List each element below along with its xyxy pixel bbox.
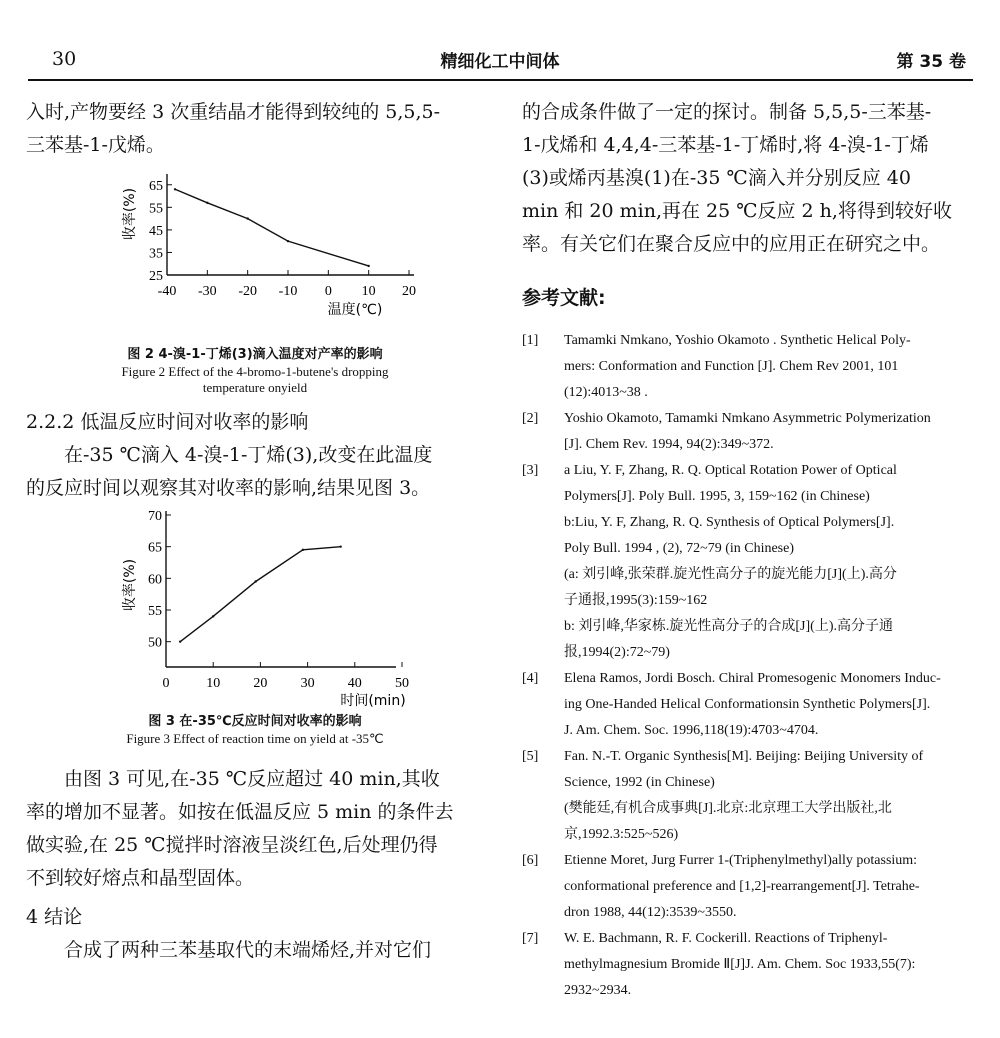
conclusion-continued — [522, 96, 977, 261]
reference-line: methylmagnesium Bromide Ⅱ[J]J. Am. Chem. Soc 1933,55(7): — [564, 957, 916, 972]
volume-label: 第 35 卷 — [896, 52, 966, 72]
text-line: 的合成条件做了一定的探讨。制备 5,5,5-三苯基- — [522, 101, 932, 123]
reference-item — [522, 666, 977, 744]
data-point — [302, 549, 304, 551]
y-axis-label: 收率(%) — [122, 187, 138, 241]
figure-2-chart — [26, 162, 484, 346]
reference-item — [522, 328, 977, 406]
text-line: 入时,产物要经 3 次重结晶才能得到较纯的 5,5,5- — [26, 101, 441, 123]
text-line: 在-35 ℃滴入 4-溴-1-丁烯(3),改变在此温度 — [64, 444, 433, 466]
data-point — [254, 580, 256, 582]
y-tick-label: 45 — [149, 223, 163, 239]
reference-line: Polymers[J]. Poly Bull. 1995, 3, 159~162 (in Chinese) — [564, 489, 870, 504]
figure-2-caption-en — [26, 364, 484, 396]
reference-line: dron 1988, 44(12):3539~3550. — [564, 905, 737, 920]
y-tick-label: 70 — [148, 509, 162, 524]
text-line: 1-戊烯和 4,4,4-三苯基-1-丁烯时,将 4-溴-1-丁烯 — [522, 134, 929, 156]
reference-line: a Liu, Y. F, Zhang, R. Q. Optical Rotation Power of Optical — [564, 463, 897, 478]
reference-line: b:Liu, Y. F, Zhang, R. Q. Synthesis of Optical Polymers[J]. — [564, 515, 895, 530]
x-tick-label: 10 — [361, 284, 376, 299]
reference-line: Poly Bull. 1994 , (2), 72~79 (in Chinese) — [564, 541, 795, 556]
x-tick-label: 50 — [395, 676, 409, 691]
x-tick-label: 30 — [300, 676, 315, 691]
series-line — [175, 189, 369, 266]
reference-line: Tamamki Nmkano, Yoshio Okamoto . Synthetic Helical Poly- — [564, 333, 911, 348]
x-tick-label: -10 — [278, 284, 298, 299]
text-line: 不到较好熔点和晶型固体。 — [26, 867, 255, 889]
reference-number: [3] — [522, 463, 539, 478]
paragraph-2-2-2 — [26, 439, 484, 505]
x-tick-label: -20 — [238, 284, 258, 299]
y-tick-label: 25 — [149, 269, 163, 284]
x-tick-label: 20 — [402, 284, 416, 299]
reference-line: Science, 1992 (in Chinese) — [564, 775, 715, 790]
reference-item — [522, 458, 977, 666]
caption-line: Figure 2 Effect of the 4-bromo-1-butene's dropping — [121, 364, 389, 379]
paragraph-figure-3-discussion — [26, 763, 484, 895]
reference-item — [522, 406, 977, 458]
series-line — [180, 547, 340, 642]
reference-line: Fan. N.-T. Organic Synthesis[M]. Beijing: Beijing University of — [564, 749, 924, 764]
figure-2 — [26, 162, 484, 396]
references-list — [522, 328, 977, 1004]
reference-item — [522, 848, 977, 926]
reference-line: Yoshio Okamoto, Tamamki Nmkano Asymmetric Polymerization — [564, 411, 931, 426]
reference-line: ing One-Handed Helical Conformationsin Synthetic Polymers[J]. — [564, 697, 931, 712]
reference-line: [J]. Chem Rev. 1994, 94(2):349~372. — [564, 437, 774, 452]
header-rule — [28, 79, 973, 81]
data-point — [179, 640, 181, 642]
data-point — [212, 615, 214, 617]
data-point — [367, 265, 369, 267]
reference-line: J. Am. Chem. Soc. 1996,118(19):4703~4704. — [564, 723, 819, 738]
paragraph-conclusion — [26, 934, 484, 967]
page-header — [0, 0, 1000, 84]
data-point — [246, 217, 248, 219]
data-point — [206, 202, 208, 204]
intro-paragraph — [26, 96, 484, 162]
text-line: 的反应时间以观察其对收率的影响,结果见图 3。 — [26, 477, 431, 499]
y-tick-label: 60 — [148, 572, 162, 588]
x-tick-label: 0 — [324, 284, 332, 299]
x-tick-label: -30 — [197, 284, 217, 299]
reference-number: [1] — [522, 333, 539, 348]
reference-line: (a: 刘引峰,张荣群.旋光性高分子的旋光能力[J](上).高分 — [564, 567, 897, 582]
reference-item — [522, 926, 977, 1004]
right-column — [522, 96, 977, 1004]
reference-number: [6] — [522, 853, 539, 868]
reference-line: conformational preference and [1,2]-rearrangement[J]. Tetrahe- — [564, 879, 920, 894]
journal-title: 精细化工中间体 — [440, 52, 560, 72]
figure-3-chart — [26, 505, 484, 713]
x-tick-label: 40 — [347, 676, 362, 691]
reference-line: 京,1992.3:525~526) — [564, 827, 679, 842]
figure-3 — [26, 505, 484, 747]
y-tick-label: 50 — [148, 635, 162, 651]
reference-line: W. E. Bachmann, R. F. Cockerill. Reactions of Triphenyl- — [564, 931, 888, 946]
caption-line: temperature onyield — [202, 380, 308, 395]
figure-3-caption-cn: 图 3 在-35℃反应时间对收率的影响 — [148, 714, 362, 729]
reference-line: Elena Ramos, Jordi Bosch. Chiral Promesogenic Monomers Induc- — [564, 671, 941, 686]
reference-number: [7] — [522, 931, 539, 946]
y-tick-label: 55 — [149, 201, 163, 217]
page-number: 30 — [52, 48, 77, 70]
x-tick-label: 10 — [206, 676, 221, 691]
text-line: 三苯基-1-戊烯。 — [26, 134, 165, 156]
text-line: 由图 3 可见,在-35 ℃反应超过 40 min,其收 — [64, 768, 440, 790]
x-axis-label: 时间(min) — [340, 693, 406, 709]
x-tick-label: 20 — [253, 676, 268, 691]
x-tick-label: -40 — [157, 284, 177, 299]
left-column — [26, 96, 484, 967]
text-line: (3)或烯丙基溴(1)在-35 ℃滴入并分别反应 40 — [522, 167, 911, 189]
y-tick-label: 65 — [149, 178, 163, 194]
figure-2-caption-cn: 图 2 4-溴-1-丁烯(3)滴入温度对产率的影响 — [127, 347, 383, 362]
reference-line: (樊能廷,有机合成事典[J].北京:北京理工大学出版社,北 — [564, 801, 892, 816]
reference-line: 子通报,1995(3):159~162 — [564, 593, 708, 608]
reference-line: 2932~2934. — [564, 983, 632, 998]
reference-line: (12):4013~38 . — [564, 385, 648, 400]
reference-item — [522, 744, 977, 848]
reference-number: [2] — [522, 411, 539, 426]
y-tick-label: 35 — [149, 246, 163, 262]
text-line: 合成了两种三苯基取代的末端烯烃,并对它们 — [64, 939, 432, 961]
reference-line: 报,1994(2):72~79) — [564, 645, 670, 660]
y-axis-label: 收率(%) — [122, 558, 138, 612]
section-heading-4: 4 结论 — [26, 906, 83, 928]
x-axis-label: 温度(℃) — [327, 302, 383, 318]
y-tick-label: 55 — [148, 604, 162, 619]
x-tick-label: 0 — [162, 676, 170, 691]
figure-3-caption-en: Figure 3 Effect of reaction time on yield at -35℃ — [126, 731, 384, 746]
data-point — [174, 188, 176, 190]
reference-number: [4] — [522, 671, 539, 686]
data-point — [287, 240, 289, 242]
reference-line: b: 刘引峰,华家栋.旋光性高分子的合成[J](上).高分子通 — [564, 619, 893, 634]
reference-number: [5] — [522, 749, 539, 764]
y-tick-label: 65 — [148, 540, 162, 556]
text-line: min 和 20 min,再在 25 ℃反应 2 h,将得到较好收 — [522, 200, 952, 222]
text-line: 率。有关它们在聚合反应中的应用正在研究之中。 — [522, 233, 941, 255]
text-line: 率的增加不显著。如按在低温反应 5 min 的条件去 — [26, 801, 454, 823]
section-heading-2-2-2: 2.2.2 低温反应时间对收率的影响 — [26, 411, 309, 433]
text-line: 做实验,在 25 ℃搅拌时溶液呈淡红色,后处理仍得 — [26, 834, 438, 856]
references-title: 参考文献: — [522, 287, 606, 309]
reference-line: Etienne Moret, Jurg Furrer 1-(Triphenylmethyl)ally potassium: — [564, 853, 918, 868]
data-point — [339, 545, 341, 547]
reference-line: mers: Conformation and Function [J]. Chem Rev 2001, 101 — [564, 359, 899, 374]
